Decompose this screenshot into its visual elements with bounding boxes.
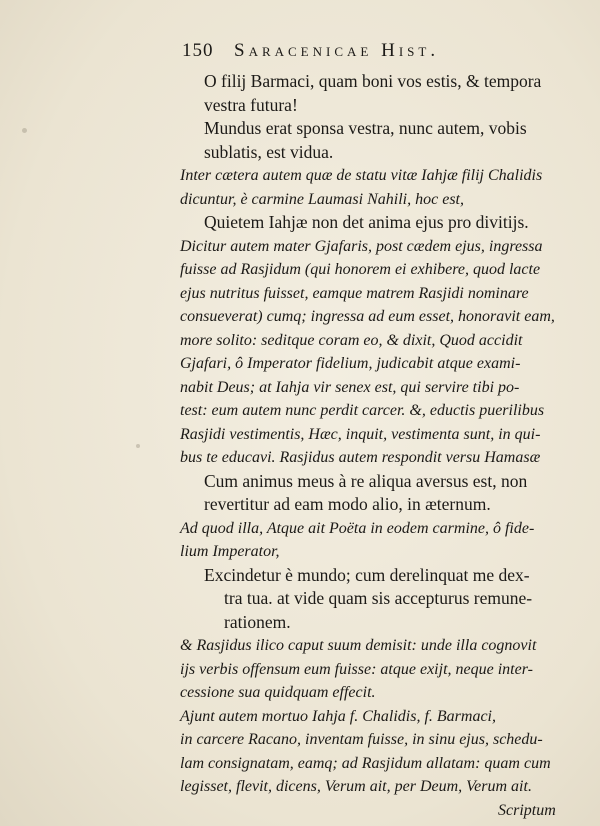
text-line: test: eum autem nunc perdit carcer. &, eductis puerilibus (180, 402, 545, 419)
page-header (182, 40, 562, 62)
text-line: vestra futura! (204, 94, 298, 115)
ink-spot (136, 444, 140, 448)
text-line: revertitur ad eam modo alio, in æternum. (204, 494, 491, 514)
text-line: rationem. (224, 611, 291, 632)
text-line: legisset, flevit, dicens, Verum ait, per Deum, Verum ait. (180, 778, 532, 795)
text-line: Dicitur autem mater Gjafaris, post cædem ejus, ingressa (180, 237, 543, 255)
text-line: Ajunt autem mortuo Iahja f. Chalidis, f. Barmaci, (180, 707, 496, 725)
text-line: consueverat) cumq; ingressa ad eum esset, honoravit eam, (180, 308, 555, 325)
text-line: Quietem Iahjæ non det anima ejus pro divitijs. (204, 212, 529, 232)
text-line: cessione sua quidquam effecit. (180, 684, 376, 701)
text-line: Mundus erat sponsa vestra, nunc autem, vobis (204, 118, 527, 138)
text-line: lam consignatam, eamq; ad Rasjidum allatam: quam cum (180, 754, 551, 772)
text-line: more solito: seditque coram eo, & dixit, Quod accidit (180, 331, 523, 349)
text-line: Ad quod illa, Atque ait Poëta in eodem carmine, ô fide- (180, 519, 535, 537)
text-line: ejus nutritus fuisset, eamque matrem Rasjidi nominare (180, 284, 529, 302)
text-line: Cum animus meus à re aliqua aversus est, non (204, 470, 528, 491)
running-title: Saracenicae Hist. (234, 40, 440, 61)
text-line: O filij Barmaci, quam boni vos estis, & tempora (204, 71, 542, 91)
text-line: in carcere Racano, inventam fuisse, in sinu ejus, schedu- (180, 731, 543, 748)
text-line: Excindetur è mundo; cum derelinquat me dex- (204, 564, 530, 585)
text-line: sublatis, est vidua. (204, 141, 334, 162)
text-line: Gjafari, ô Imperator fidelium, judicabit atque exami- (180, 355, 521, 372)
text-line: fuisse ad Rasjidum (qui honorem ei exhibere, quod lacte (180, 261, 541, 278)
text-line: dicuntur, è carmine Laumasi Nahili, hoc est, (180, 190, 464, 208)
text-line: Inter cætera autem quæ de statu vitæ Iahjæ filij Chalidis (180, 167, 543, 184)
text-line: & Rasjidus ilico caput suum demisit: unde illa cognovit (180, 637, 537, 654)
text-line: Scriptum (498, 801, 556, 819)
text-body (180, 70, 592, 822)
page-number: 150 (182, 40, 214, 61)
text-line: ijs verbis offensum eum fuisse: atque exijt, neque inter- (180, 660, 533, 678)
text-line: bus te educavi. Rasjidus autem respondit versu Hamasæ (180, 449, 541, 466)
text-line: tra tua. at vide quam sis accepturus remune- (224, 588, 533, 608)
text-line: Rasjidi vestimentis, Hæc, inquit, vestimenta sunt, in qui- (180, 425, 541, 443)
text-line: nabit Deus; at Iahja vir senex est, qui servire tibi po- (180, 378, 520, 396)
text-line: lium Imperator, (180, 543, 280, 560)
ink-spot (22, 128, 27, 133)
